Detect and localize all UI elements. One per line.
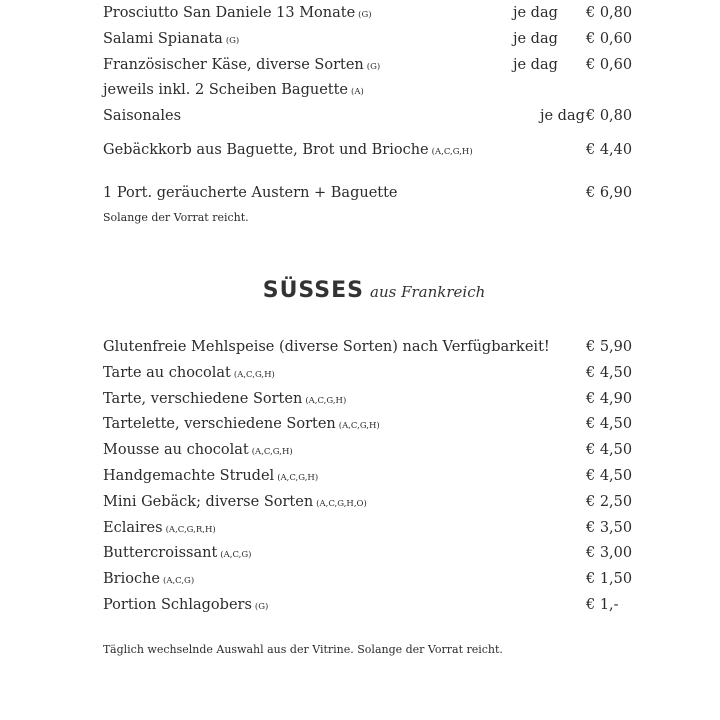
item-price: € 0,60	[586, 57, 633, 73]
menu-item	[103, 336, 633, 358]
item-price: € 0,60	[586, 31, 633, 47]
menu-item	[103, 439, 633, 461]
menu-item	[103, 182, 633, 204]
menu-item	[103, 28, 633, 50]
item-name: Saisonales	[103, 108, 182, 124]
menu-item	[103, 388, 633, 410]
item-name: Tarte au chocolat	[103, 365, 231, 381]
item-name: Handgemachte Strudel	[103, 468, 275, 484]
section-subtitle: aus Frankreich	[370, 283, 486, 301]
item-name: Tartelette, verschiedene Sorten	[103, 416, 336, 432]
item-allergens: (A)	[351, 87, 364, 97]
item-allergens: (A,C,G,H,O)	[316, 499, 367, 509]
menu-item	[103, 139, 633, 161]
footer-note: Täglich wechselnde Auswahl aus der Vitrine. Solange der Vorrat reicht.	[103, 643, 503, 656]
item-name: jeweils inkl. 2 Scheiben Baguette	[103, 82, 349, 98]
menu-item	[103, 413, 633, 435]
menu-item	[103, 105, 633, 127]
item-price: € 6,90	[586, 185, 633, 201]
item-price: € 2,50	[586, 494, 633, 510]
item-price: € 0,80	[586, 5, 633, 21]
item-allergens: (A,C,G,H)	[431, 147, 473, 157]
item-price: € 5,90	[586, 339, 633, 355]
item-price: € 4,50	[586, 416, 633, 432]
item-price: € 1,-	[586, 597, 619, 613]
item-allergens: (A,C,G,H)	[233, 370, 275, 380]
item-name: Mousse au chocolat	[103, 442, 249, 458]
item-allergens: (G)	[254, 602, 269, 612]
item-name: Prosciutto San Daniele 13 Monate	[103, 5, 356, 21]
item-unit: je dag	[540, 108, 585, 124]
item-price: € 3,50	[586, 520, 633, 536]
item-name: Französischer Käse, diverse Sorten	[103, 57, 364, 73]
item-allergens: (A,C,G,H)	[277, 473, 319, 483]
menu-item	[103, 542, 633, 564]
item-name: Salami Spianata	[103, 31, 223, 47]
item-allergens: (G)	[225, 36, 240, 46]
menu-item	[103, 568, 633, 590]
item-unit: je dag	[513, 31, 558, 47]
item-price: € 4,50	[586, 468, 633, 484]
item-price: € 0,80	[586, 108, 633, 124]
item-price: € 1,50	[586, 571, 633, 587]
menu-item	[103, 491, 633, 513]
item-name: Brioche	[103, 571, 160, 587]
section-heading	[0, 278, 720, 303]
item-price: € 4,40	[586, 142, 633, 158]
item-name: Portion Schlagobers	[103, 597, 252, 613]
item-price: € 4,50	[586, 442, 633, 458]
section-title: SÜSSES	[262, 278, 365, 303]
item-allergens: (A,C,G)	[220, 550, 252, 560]
item-allergens: (G)	[358, 10, 372, 20]
item-allergens: (A,C,G,R,H)	[165, 525, 216, 535]
menu-item	[103, 517, 633, 539]
item-unit: je dag	[513, 57, 558, 73]
item-name: 1 Port. geräucherte Austern + Baguette	[103, 185, 398, 201]
item-price: € 3,00	[586, 545, 633, 561]
menu-item	[103, 594, 630, 616]
item-name: Buttercroissant	[103, 545, 218, 561]
item-allergens: (A,C,G)	[163, 576, 195, 586]
menu-item	[103, 54, 633, 76]
item-unit: je dag	[513, 5, 558, 21]
item-price: € 4,90	[586, 391, 633, 407]
item-allergens: (A,C,G,H)	[305, 396, 347, 406]
oyster-note: Solange der Vorrat reicht.	[103, 211, 249, 224]
item-allergens: (A,C,G,H)	[251, 447, 293, 457]
item-allergens: (A,C,G,H)	[338, 421, 380, 431]
menu-item	[103, 465, 633, 487]
item-name: Glutenfreie Mehlspeise (diverse Sorten) nach Verfügbarkeit!	[103, 339, 550, 355]
menu-item	[103, 362, 633, 384]
menu-item	[103, 2, 633, 24]
item-name: Eclaires	[103, 520, 163, 536]
item-price: € 4,50	[586, 365, 633, 381]
menu-item	[103, 79, 630, 101]
item-name: Gebäckkorb aus Baguette, Brot und Brioche	[103, 142, 429, 158]
item-allergens: (G)	[366, 62, 381, 72]
item-name: Tarte, verschiedene Sorten	[103, 391, 303, 407]
item-name: Mini Gebäck; diverse Sorten	[103, 494, 314, 510]
